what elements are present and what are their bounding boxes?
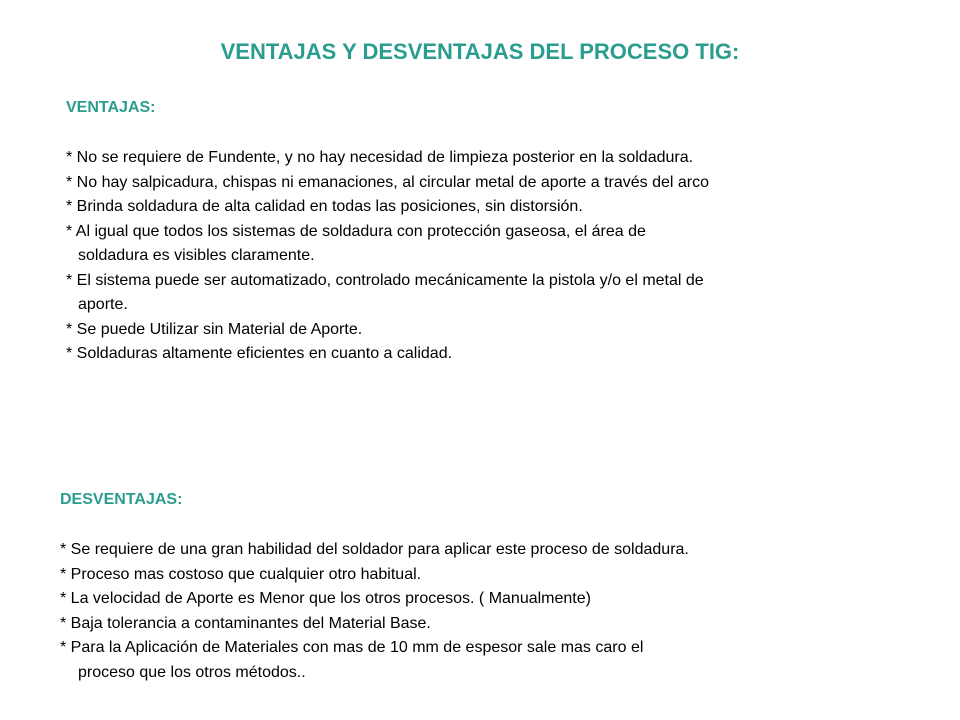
ventajas-item-continuation: aporte.: [78, 296, 128, 313]
ventajas-item-text: * El sistema puede ser automatizado, controlado mecánicamente la pistola y/o el metal de: [66, 271, 704, 289]
ventajas-item: [66, 342, 709, 367]
ventajas-item: [66, 269, 709, 318]
desventajas-item-text: * La velocidad de Aporte es Menor que los otros procesos. ( Manualmente): [60, 590, 591, 607]
ventajas-item-text: * Al igual que todos los sistemas de soldadura con protección gaseosa, el área de: [66, 222, 646, 240]
ventajas-item-text: * Se puede Utilizar sin Material de Aporte.: [66, 320, 363, 338]
ventajas-heading: VENTAJAS:: [66, 99, 156, 116]
ventajas-item-text: * No hay salpicadura, chispas ni emanaciones, al circular metal de aporte a través del arco: [66, 173, 709, 191]
ventajas-item: [66, 220, 709, 269]
ventajas-item-text: * Soldaduras altamente eficientes en cuanto a calidad.: [66, 345, 453, 362]
desventajas-heading: DESVENTAJAS:: [60, 491, 183, 508]
desventajas-list: [60, 538, 689, 685]
ventajas-item: [66, 171, 709, 196]
desventajas-item: [60, 612, 689, 637]
desventajas-item: [60, 538, 689, 563]
desventajas-item-text: * Baja tolerancia a contaminantes del Material Base.: [60, 614, 431, 632]
ventajas-section: [66, 97, 709, 367]
desventajas-item-continuation: proceso que los otros métodos..: [78, 663, 306, 681]
ventajas-item: [66, 318, 709, 343]
ventajas-item-text: * Brinda soldadura de alta calidad en todas las posiciones, sin distorsión.: [66, 198, 583, 215]
desventajas-item: [60, 563, 689, 588]
desventajas-section: [60, 489, 689, 685]
ventajas-item: [66, 146, 709, 171]
desventajas-item-text: * Para la Aplicación de Materiales con mas de 10 mm de espesor sale mas caro el: [60, 639, 644, 656]
ventajas-item: [66, 195, 709, 220]
desventajas-item: [60, 587, 689, 612]
page-title: VENTAJAS Y DESVENTAJAS DEL PROCESO TIG:: [220, 39, 740, 64]
desventajas-item-text: * Proceso mas costoso que cualquier otro habitual.: [60, 565, 422, 583]
desventajas-item-text: * Se requiere de una gran habilidad del soldador para aplicar este proceso de soldadura.: [60, 541, 689, 558]
desventajas-item: [60, 636, 689, 685]
ventajas-item-continuation: soldadura es visibles claramente.: [78, 247, 315, 264]
ventajas-item-text: * No se requiere de Fundente, y no hay necesidad de limpieza posterior en la soldadura.: [66, 149, 694, 166]
ventajas-list: [66, 146, 709, 367]
